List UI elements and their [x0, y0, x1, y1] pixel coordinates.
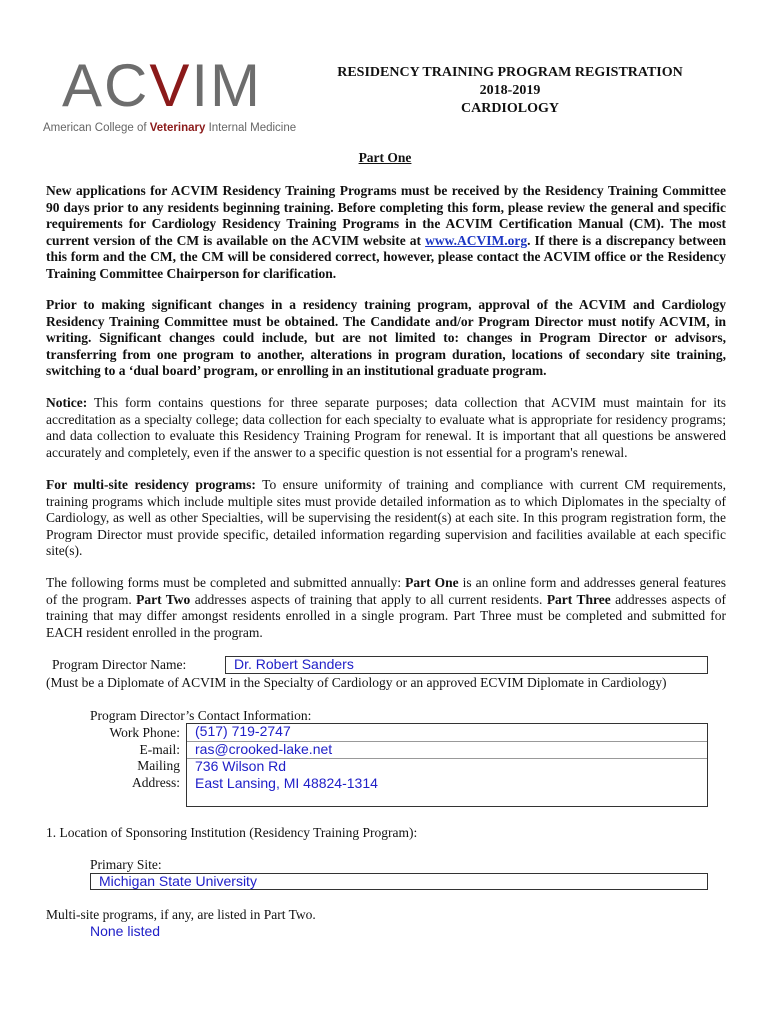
forms-part-two: Part Two [136, 591, 191, 607]
notice-text: This form contains questions for three separate purposes; data collection that ACVIM must maintain for its accreditation as a specialty college; data collection for each specialty to evaluate what is appropriate for residency programs; and data collection to evaluate this Residency Training Program for renewal. It is important that all questions be answered accurately and completely, even if the answer to a specific question is not essential for a program's renewal. [46, 395, 726, 460]
form-title [305, 64, 715, 118]
intro-paragraph [46, 183, 726, 282]
intro-text-a: New applications for ACVIM Residency Training Programs must be received by the Residency Training Committee 90 days prior to any residents beginning training. Before completing this form, please review the general and specific requirements for Cardiology Residency Training Programs in the ACVIM Certification Manual (CM). The most current version of the CM is available on the ACVIM website at [46, 183, 726, 248]
contact-info-box [186, 723, 708, 807]
changes-paragraph: Prior to making significant changes in a residency training program, approval of the ACVIM and Cardiology Residency Training Committee must be obtained. The Candidate and/or Program Director must notify ACVIM, in writing. Significant changes could include, but are not limited to: changes in Program Director or advisors, transferring from one program to another, alterations in program duration, locations of secondary site training, switching to a ‘dual board’ program, or enrolling in an institutional graduate program. [46, 297, 726, 378]
director-requirement-note: (Must be a Diplomate of ACVIM in the Specialty of Cardiology or an approved ECVIM Diplomate in Cardiology) [46, 675, 667, 690]
title-line: RESIDENCY TRAINING PROGRAM REGISTRATION [337, 65, 683, 80]
work-phone-label: Work Phone: [109, 725, 180, 740]
caduceus-icon: V [149, 52, 192, 119]
address-line-1-field[interactable]: 736 Wilson Rd [195, 758, 287, 774]
address-label: Address: [132, 775, 180, 790]
forms-text-3: addresses aspects of training that apply to all current residents. [190, 591, 547, 607]
logo-tagline [43, 122, 296, 134]
forms-part-three: Part Three [546, 591, 611, 607]
title-specialty: CARDIOLOGY [460, 101, 559, 116]
address-line-3-field[interactable] [187, 792, 707, 809]
mailing-label: Mailing [137, 758, 180, 773]
forms-text-4: addresses aspects of training that may differ amongst residents enrolled in a single program. Part Three must be completed and submitted for EACH resident enrolled in the program. [46, 591, 726, 640]
logo-letters-im: IM [191, 52, 263, 119]
primary-site-label: Primary Site: [90, 857, 162, 872]
primary-site-field[interactable]: Michigan State University [90, 873, 708, 890]
intro-text-b: . If there is a discrepancy between this form and the CM, the CM will be considered correct, however, please contact the ACVIM office or the Residency Training Committee Chairperson for clarification. [46, 232, 726, 281]
email-label: E-mail: [139, 742, 180, 757]
multisite-label: For multi-site residency programs: [46, 477, 256, 492]
director-name-field[interactable]: Dr. Robert Sanders [225, 656, 708, 674]
notice-paragraph [46, 395, 726, 461]
multisite-note: Multi-site programs, if any, are listed in Part Two. [46, 907, 316, 922]
multisite-value: None listed [90, 923, 161, 939]
forms-text-2: is an online form and addresses general features of the program. [46, 575, 726, 607]
director-name-label: Program Director Name: [52, 657, 187, 672]
logo-tagline-post: Internal Medicine [205, 122, 297, 134]
part-heading: Part One [358, 150, 412, 165]
notice-label: Notice: [46, 395, 88, 410]
forms-text-1: The following forms must be completed and submitted annually: [46, 575, 406, 590]
title-years: 2018-2019 [479, 83, 541, 98]
forms-paragraph [46, 575, 726, 641]
address-line-2-field[interactable]: East Lansing, MI 48824-1314 [195, 774, 378, 791]
email-field[interactable]: ras@crooked-lake.net [187, 742, 707, 760]
contact-heading: Program Director’s Contact Information: [90, 708, 312, 723]
acvim-website-link[interactable]: www.ACVIM.org [425, 232, 528, 248]
logo-letters-ac: AC [62, 52, 150, 119]
multisite-text: To ensure uniformity of training and compliance with current CM requirements, training programs which include multiple sites must provide detailed information as to which Diplomates in the specialty of Cardiology, as well as other Specialties, will be supervising the resident(s) at each site. In this program registration form, the Program Director must provide specific, detailed information regarding supervision and facilities available at each specific site(s). [46, 477, 726, 558]
multisite-paragraph [46, 477, 726, 560]
logo-tagline-bold: Veterinary [149, 122, 206, 134]
work-phone-field[interactable]: (517) 719-2747 [187, 724, 707, 742]
location-question: 1. Location of Sponsoring Institution (Residency Training Program): [46, 825, 418, 840]
acvim-logo [40, 46, 297, 141]
forms-part-one: Part One [405, 575, 459, 590]
logo-tagline-pre: American College of [43, 122, 150, 134]
logo-wordmark [62, 52, 263, 119]
